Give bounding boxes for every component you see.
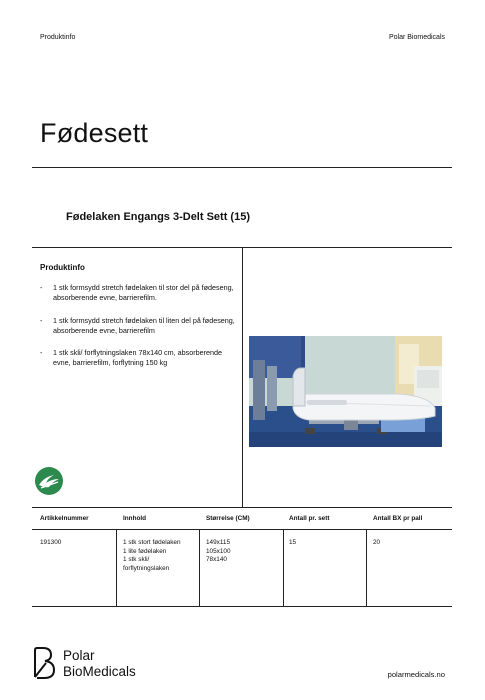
innhold-line: 1 stk stort fødelaken xyxy=(123,539,181,546)
header-left-label: Produktinfo xyxy=(40,34,76,41)
page-title: Fødesett xyxy=(40,118,149,148)
table-header-antall-sett: Antall pr. sett xyxy=(289,515,330,522)
delivery-bed-photo xyxy=(249,336,442,447)
polar-biomedicals-logo-icon xyxy=(32,646,58,680)
table-header-border xyxy=(32,529,452,530)
info-bullet-text: 1 stk formsydd stretch fødelaken til liten del på fødeseng, absorberende evne, barrierefilm xyxy=(53,315,235,335)
info-bullet: - 1 stk skli/ forflytningslaken 78x140 cm, absorberende evne, barrierefilm, forflytning 150 kg xyxy=(40,348,222,368)
table-header-innhold: Innhold xyxy=(123,515,147,522)
title-divider xyxy=(32,167,452,168)
table-bottom-border xyxy=(32,606,452,607)
table-cell-artikkelnummer: 191300 xyxy=(40,539,62,546)
info-heading: Produktinfo xyxy=(40,263,85,272)
innhold-line: 1 stk skli/ xyxy=(123,556,150,564)
brand-line-1: Polar xyxy=(63,648,95,663)
column-divider xyxy=(242,248,243,507)
table-cell-storrelse xyxy=(206,539,231,565)
storrelse-line: 78x140 xyxy=(206,556,227,564)
footer-website-link[interactable]: polarmedicals.no xyxy=(387,670,445,679)
table-top-border xyxy=(32,507,452,508)
info-bullet-text: 1 stk skli/ forflytningslaken 78x140 cm, absorberende evne, barrierefilm, forflytning 150 kg xyxy=(53,348,222,368)
header-right-brand: Polar Biomedicals xyxy=(388,34,445,41)
table-cell-antall-sett: 15 xyxy=(289,539,297,546)
innhold-line: 1 lite fødelaken xyxy=(123,547,167,555)
info-bullet-text: 1 stk formsydd stretch fødelaken til stor del på fødeseng, absorberende evne, barrierefilm. xyxy=(53,283,234,303)
table-cell-antall-bx: 20 xyxy=(373,539,381,546)
footer-brand-name xyxy=(63,648,136,679)
table-column-divider xyxy=(283,530,284,606)
innhold-line: forflytningslaken xyxy=(123,564,170,572)
table-column-divider xyxy=(116,530,117,606)
table-cell-innhold xyxy=(123,539,181,573)
table-header-artikkelnummer: Artikkelnummer xyxy=(40,515,89,522)
table-header-antall-bx: Antall BX pr pall xyxy=(373,515,423,522)
table-column-divider xyxy=(199,530,200,606)
brand-line-2: BioMedicals xyxy=(63,663,136,679)
product-subtitle: Fødelaken Engangs 3-Delt Sett (15) xyxy=(66,211,250,223)
table-header-storrelse: Størrelse (CM) xyxy=(206,515,250,522)
info-bullet: - 1 stk formsydd stretch fødelaken til liten del på fødeseng, absorberende evne, barrierefilm xyxy=(40,315,235,335)
table-column-divider xyxy=(366,530,367,606)
storrelse-line: 105x100 xyxy=(206,547,231,555)
storrelse-line: 149x115 xyxy=(206,539,231,546)
info-bullet-list xyxy=(40,283,238,381)
ecolabel-swan-icon xyxy=(34,466,64,496)
info-bullet: - 1 stk formsydd stretch fødelaken til stor del på fødeseng, absorberende evne, barrierefilm. xyxy=(40,283,234,303)
